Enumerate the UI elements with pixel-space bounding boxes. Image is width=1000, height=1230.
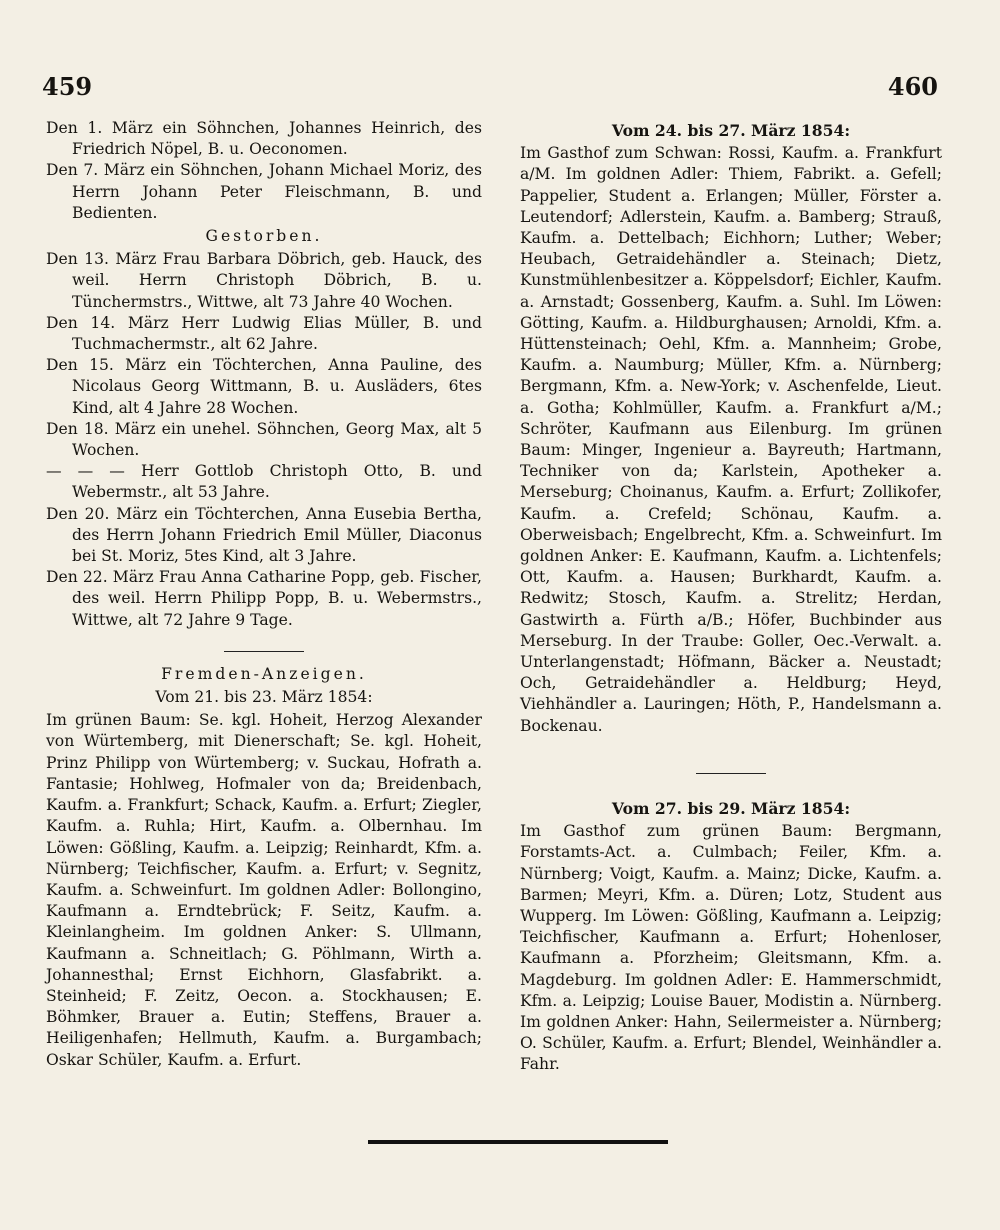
page-number-right: 460 xyxy=(887,72,938,101)
fremden-heading: Fremden-Anzeigen. xyxy=(161,664,367,683)
arrivals-date-heading: Vom 24. bis 27. März 1854: xyxy=(611,121,851,140)
fremden-text: Im grünen Baum: Se. kgl. Hoheit, Herzog Alexander von Würtemberg, mit Dienerschaft; Se. kgl. Hoheit, Prinz Philipp von Würtemberg; v. Suckau, Hofrath a. Fantasie; Hohlweg, Hofmaler von da; Breidenbach, Kaufm. a. Frankfurt; Schack, Kaufm. a. Erfurt; Ziegler, Kaufm. a. Ruhla; Hirt, Kaufm. a. Olbernhau. Im Löwen: Gößling, Kaufm. a. Leipzig; Reinhardt, Kfm. a. Nürnberg; Teichfischer, Kaufm. a. Erfurt; v. Segnitz, Kaufm. a. Schweinfurt. Im goldnen Adler: Bollongino, Kaufmann a. Erndtebrück; F. Seitz, Kaufm. a. Kleinlangheim. Im goldnen Anker: S. Ullmann, Kaufmann a. Schneitlach; G. Pöhlmann, Wirth a. Johannesthal; Ernst Eichhorn, Glasfabrikt. a. Steinheid; F. Zeitz, Oecon. a. Stockhausen; E. Böhmker, Brauer a. Eutin; Steffens, Brauer a. Heiligenhafen; Hellmuth, Kaufm. a. Burgambach; Oskar Schüler, Kaufm. a. Erfurt. xyxy=(46,711,482,1069)
left-column xyxy=(46,118,482,1071)
arrivals-text: Im Gasthof zum Schwan: Rossi, Kaufm. a. Frankfurt a/M. Im goldnen Adler: Thiem, Fabrikt. a. Gefell; Pappelier, Student a. Erlangen; Müller, Förster a. Leutendorf; Adlerstein, Kaufm. a. Bamberg; Strauß, Kaufm. a. Dettelbach; Eichhorn; Luther; Weber; Heubach, Getraidehändler a. Steinach; Dietz, Kunstmühlenbesitzer a. Köppelsdorf; Eichler, Kaufm. a. Arnstadt; Gossenberg, Kaufm. a. Suhl. Im Löwen: Götting, Kaufm. a. Hildburghausen; Arnoldi, Kfm. a. Hüttensteinach; Oehl, Kfm. a. Mannheim; Grobe, Kaufm. a. Naumburg; Müller, Kfm. a. Nürnberg; Bergmann, Kfm. a. New-York; v. Aschenfelde, Lieut. a. Gotha; Kohlmüller, Kaufm. a. Frankfurt a/M.; Schröter, Kaufmann aus Eilenburg. Im grünen Baum: Minger, Ingenieur a. Bayreuth; Hartmann, Techniker von da; Karlstein, Apotheker a. Merseburg; Choinanus, Kaufm. a. Erfurt; Zollikofer, Kaufm. a. Crefeld; Schönau, Kaufm. a. Oberweisbach; Engelbrecht, Kfm. a. Schweinfurt. Im goldnen Anker: E. Kaufmann, Kaufm. a. Lichtenfels; Ott, Kaufm. a. Hausen; Burkhardt, Kaufm. a. Redwitz; Stosch, Kaufm. a. Strelitz; Herdan, Gastwirth a. Fürth a/B.; Höfer, Buchbinder aus Merseburg. In der Traube: Goller, Oec.-Verwalt. a. Unterlangenstadt; Höfmann, Bäcker a. Neustadt; Och, Getraidehändler a. Heldburg; Heyd, Viehhändler a. Lauringen; Höth, P., Handelsmann a. Bockenau. xyxy=(520,144,942,735)
deaths-heading: Gestorben. xyxy=(205,227,323,246)
arrivals-date-heading: Vom 27. bis 29. März 1854: xyxy=(611,798,851,818)
birth-entry: Den 7. März ein Söhnchen, Johann Michael Moriz, des Herrn Johann Peter Fleischmann, B. und Bedienten. xyxy=(46,161,482,222)
death-entry: Den 22. März Frau Anna Catharine Popp, geb. Fischer, des weil. Herrn Philipp Popp, B. u. Webermstrs., Wittwe, alt 72 Jahre 9 Tage. xyxy=(46,568,482,629)
death-entry: Den 14. März Herr Ludwig Elias Müller, B. und Tuchmachermstr., alt 62 Jahre. xyxy=(46,313,482,354)
arrivals-text: Im Gasthof zum grünen Baum: Bergmann, Forstamts-Act. a. Culmbach; Feiler, Kfm. a. Nürnberg; Voigt, Kaufm. a. Mainz; Dicke, Kaufm. a. Barmen; Meyri, Kfm. a. Düren; Lotz, Student aus Wupperg. Im Löwen: Gößling, Kaufmann a. Leipzig; Teichfischer, Kaufmann a. Erfurt; Hohenloser, Kaufmann a. Pforzheim; Gleitsmann, Kfm. a. Magdeburg. Im goldnen Adler: E. Hammerschmidt, Kfm. a. Leipzig; Louise Bauer, Modistin a. Nürnberg. Im goldnen Anker: Hahn, Seilermeister a. Nürnberg; O. Schüler, Kaufm. a. Erfurt; Blendel, Weinhändler a. Fahr. xyxy=(520,822,942,1074)
death-entry: Den 20. März ein Töchterchen, Anna Eusebia Bertha, des Herrn Johann Friedrich Emil Müller, Diaconus bei St. Moriz, 5tes Kind, alt 3 Jahre. xyxy=(46,504,482,566)
page-end-rule xyxy=(368,1140,668,1144)
page-number-left: 459 xyxy=(42,72,93,101)
birth-entry: Den 1. März ein Söhnchen, Johannes Heinrich, des Friedrich Nöpel, B. u. Oeconomen. xyxy=(46,119,482,159)
right-column xyxy=(520,118,942,1076)
death-entry: — — — Herr Gottlob Christoph Otto, B. und Webermstr., alt 53 Jahre. xyxy=(46,462,482,502)
death-entry: Den 13. März Frau Barbara Döbrich, geb. Hauck, des weil. Herrn Christoph Döbrich, B. u. Tünchermstrs., Wittwe, alt 73 Jahre 40 Wochen. xyxy=(46,250,482,311)
death-entry: Den 18. März ein unehel. Söhnchen, Georg Max, alt 5 Wochen. xyxy=(46,419,482,460)
section-divider xyxy=(696,773,766,774)
death-entry: Den 15. März ein Töchterchen, Anna Pauline, des Nicolaus Georg Wittmann, B. u. Ausläders, 6tes Kind, alt 4 Jahre 28 Wochen. xyxy=(46,356,482,417)
section-divider xyxy=(224,651,304,652)
fremden-date: Vom 21. bis 23. März 1854: xyxy=(155,688,373,707)
